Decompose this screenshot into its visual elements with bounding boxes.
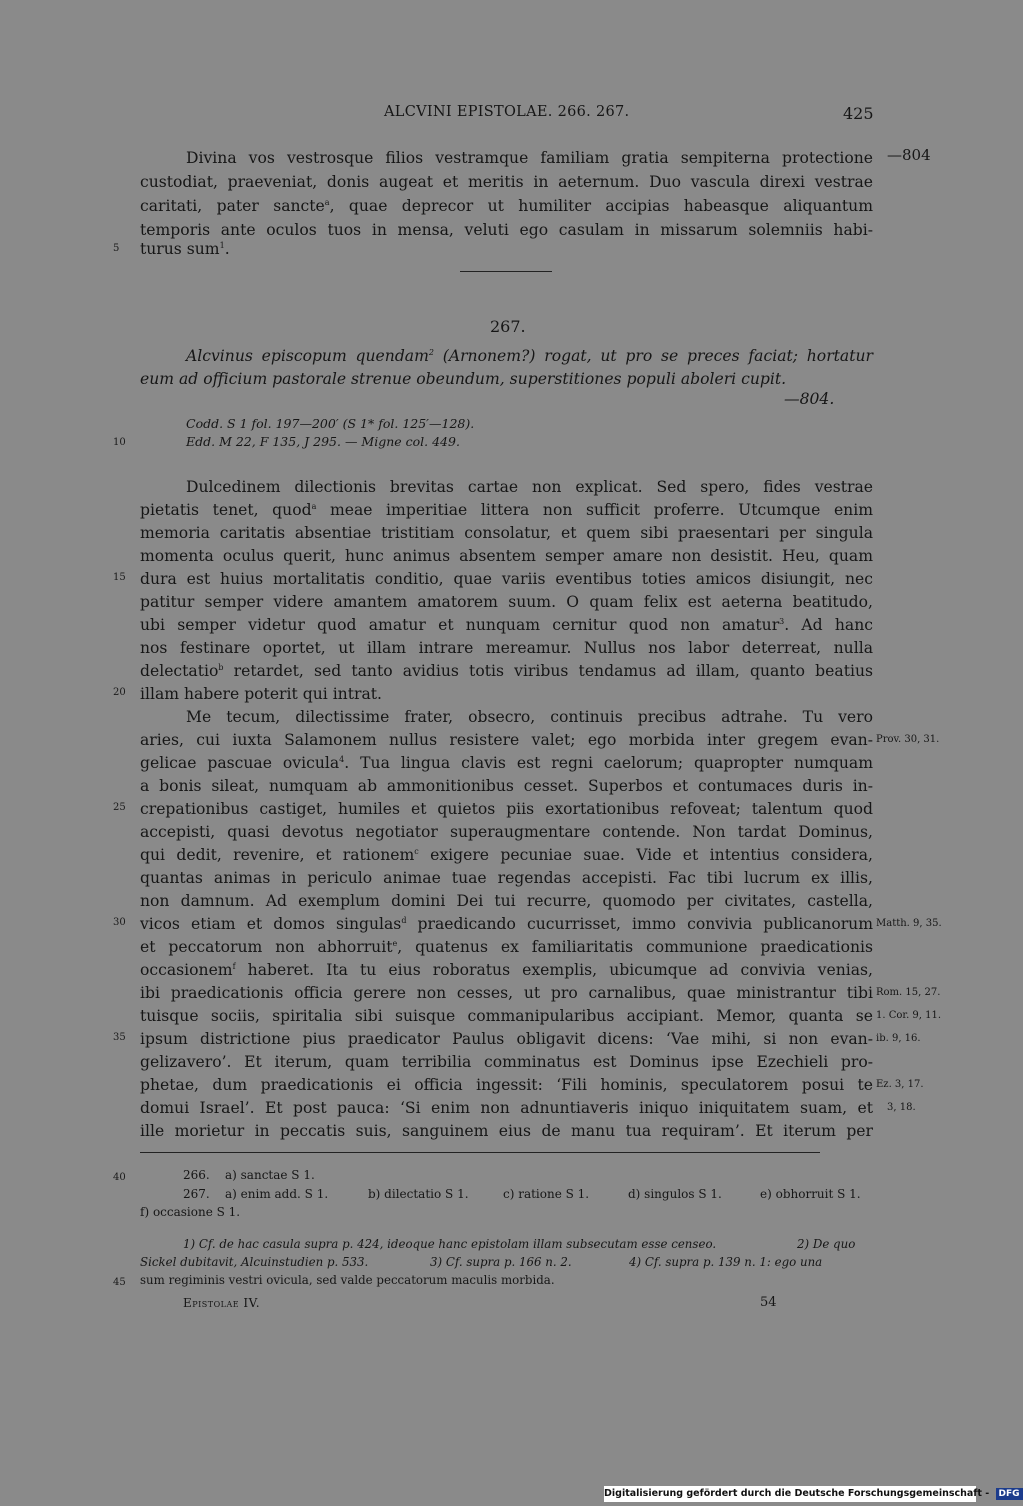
text-line: ibi praedicationis officia gerere non cesses, ut pro carnalibus, quae ministrantur tibi [140, 984, 873, 1002]
text-line: qui dedit, revenire, et rationem$^c$ exigere pecuniae suae. Vide et intentius considera, [140, 846, 873, 864]
signature-mark: Epistolae IV. [183, 1296, 261, 1310]
line-number: 15 [113, 572, 126, 583]
text-line: crepationibus castiget, humiles et quietos piis exortationibus refoveat; talentum quod [140, 800, 873, 818]
footnote: 1) Cf. de hac casula supra p. 424, ideoque hanc epistolam illam subsecutam esse censeo. [183, 1237, 717, 1251]
footnote: 2) De quo [797, 1237, 856, 1251]
letter-number: 267. [490, 317, 526, 336]
section-divider [460, 271, 552, 272]
margin-note: Matth. 9, 35. [876, 918, 942, 929]
margin-note: Ez. 3, 17. [876, 1079, 924, 1090]
codices: Codd. S 1 fol. 197—200′ (S 1* fol. 125′—128). [186, 416, 475, 431]
footnote: Sickel dubitavit, Alcuinstudien p. 533. [140, 1255, 369, 1269]
text-line: quantas animas in periculo animae tuae regendas accepisti. Fac tibi lucrum ex illis, [140, 869, 873, 887]
margin-note: 1. Cor. 9, 11. [876, 1010, 942, 1021]
text-line: Me tecum, dilectissime frater, obsecro, continuis precibus adtrahe. Tu vero [186, 708, 873, 726]
letter-summary: eum ad officium pastorale strenue obeundum, superstitiones populi aboleri cupit. [140, 370, 787, 388]
text-line: et peccatorum non abhorruit$^e$, quatenus ex familiaritatis communione praedicationis [140, 938, 874, 956]
text-line: aries, cui iuxta Salamonem nullus resistere valet; ego morbida inter gregem evan- [140, 731, 873, 749]
editions: Edd. M 22, F 135, J 295. — Migne col. 449. [186, 434, 460, 449]
text-line: custodiat, praeveniat, donis augeat et meritis in aeternum. Duo vascula direxi vestrae [140, 173, 873, 191]
footnote: 3) Cf. supra p. 166 n. 2. [430, 1255, 572, 1269]
line-number: 35 [113, 1032, 126, 1043]
line-number: 45 [113, 1277, 126, 1288]
text-line: occasionem$^f$ haberet. Ita tu eius roboratus exemplis, ubicumque ad convivia venias, [140, 961, 873, 979]
line-number: 20 [113, 687, 126, 698]
line-number: 30 [113, 917, 126, 928]
text-line: gelicae pascuae ovicula$^4$. Tua lingua clavis est regni caelorum; quapropter numquam [140, 754, 874, 772]
text-line: Divina vos vestrosque filios vestramque familiam gratia sempiterna protectione [186, 149, 873, 167]
margin-note: Rom. 15, 27. [876, 987, 941, 998]
text-line: accepisti, quasi devotus negotiator superaugmentare contende. Non tardat Dominus, [140, 823, 873, 841]
line-number: 5 [113, 243, 120, 254]
line-number: 10 [113, 437, 126, 448]
line-number: 25 [113, 802, 126, 813]
text-line: caritati, pater sancte$^a$, quae deprecor ut humiliter accipias habeasque aliquantum [140, 197, 873, 215]
text-line: domui Israel’. Et post pauca: ‘Si enim non adnuntiaveris iniquo iniquitatem suam, et [140, 1099, 873, 1117]
text-line: nos festinare oportet, ut illam intrare mereamur. Nullus nos labor deterreat, nulla [140, 639, 873, 657]
text-line: ipsum districtione pius praedicator Paulus obligavit dicens: ‘Vae mihi, si non evan- [140, 1030, 873, 1048]
text-line: gelizavero’. Et iterum, quam terribilia comminatus est Dominus ipse Ezechieli pro- [140, 1053, 873, 1071]
apparatus-number: 267. [183, 1187, 210, 1201]
text-line: ille morietur in peccatis suis, sanguinem eius de manu tua requiram’. Et iterum per [140, 1122, 873, 1140]
page-number: 425 [843, 104, 874, 123]
margin-note: Prov. 30, 31. [876, 734, 940, 745]
apparatus-note: c) ratione S 1. [503, 1187, 590, 1201]
letter-date: —804. [784, 390, 835, 408]
signature-number: 54 [760, 1295, 777, 1310]
text-line: phetae, dum praedicationis ei officia ingessit: ‘Fili hominis, speculatorem posui te [140, 1076, 873, 1094]
apparatus-note: a) enim add. S 1. [225, 1187, 329, 1201]
text-line: momenta oculus querit, hunc animus absentem semper amare non desistit. Heu, quam [140, 547, 873, 565]
margin-note: ib. 9, 16. [876, 1033, 921, 1044]
text-line: vicos etiam et domos singulas$^d$ praedicando cucurrisset, immo convivia publicanorum [140, 915, 873, 933]
text-line: tuisque sociis, spiritalia sibi suisque commanipularibus accipiant. Memor, quanta se [140, 1007, 873, 1025]
apparatus-note: a) sanctae S 1. [225, 1168, 315, 1182]
apparatus-number: 266. [183, 1168, 210, 1182]
text-line: patitur semper videre amantem amatorem suum. O quam felix est aeterna beatitudo, [140, 593, 873, 611]
running-title: ALCVINI EPISTOLAE. 266. 267. [384, 104, 630, 120]
text-line: turus sum$^1$. [140, 240, 230, 258]
text-line: temporis ante oculos tuos in mensa, veluti ego casulam in missarum solemniis habi- [140, 221, 873, 239]
text-line: ubi semper videtur quod amatur et nunquam cernitur quod non amatur$^3$. Ad hanc [140, 616, 874, 634]
margin-note: 3, 18. [887, 1102, 916, 1113]
apparatus-note: d) singulos S 1. [628, 1187, 722, 1201]
dfg-funding-text: Digitalisierung gefördert durch die Deutsche Forschungsgemeinschaft - [604, 1488, 990, 1499]
text-line: a bonis sileat, numquam ab ammonitionibus cesset. Superbos et contumaces duris in- [140, 777, 873, 795]
dfg-logo-icon: DFG [996, 1488, 1023, 1500]
text-line: Dulcedinem dilectionis brevitas cartae non explicat. Sed spero, fides vestrae [186, 478, 873, 496]
footnote: sum regiminis vestri ovicula, sed valde peccatorum maculis morbida. [140, 1273, 555, 1287]
footnote: 4) Cf. supra p. 139 n. 1: ego una [629, 1255, 823, 1269]
text-line: pietatis tenet, quod$^a$ meae imperitiae littera non sufficit proferre. Utcumque enim [140, 501, 873, 519]
text-line: illam habere poterit qui intrat. [140, 685, 382, 703]
line-number: 40 [113, 1172, 126, 1183]
apparatus-divider [140, 1152, 820, 1153]
text-line: dura est huius mortalitatis conditio, quae variis eventibus toties amicos disiungit, nec [140, 570, 873, 588]
text-line: delectatio$^b$ retardet, sed tanto avidius totis viribus tendamus ad illam, quanto beatius [140, 662, 873, 680]
letter-summary: Alcvinus episcopum quendam$^2$ (Arnonem?) rogat, ut pro se preces faciat; hortatur [186, 347, 873, 365]
dfg-funding-bar [604, 1486, 1020, 1502]
text-line: memoria caritatis absentiae tristitiam consolatur, et quem sibi praesentari per singula [140, 524, 873, 542]
apparatus-note: e) obhorruit S 1. [760, 1187, 861, 1201]
margin-date: —804 [887, 146, 931, 164]
text-line: non damnum. Ad exemplum domini Dei tui recurre, quomodo per civitates, castella, [140, 892, 873, 910]
apparatus-note: f) occasione S 1. [140, 1205, 241, 1219]
apparatus-note: b) dilectatio S 1. [368, 1187, 469, 1201]
